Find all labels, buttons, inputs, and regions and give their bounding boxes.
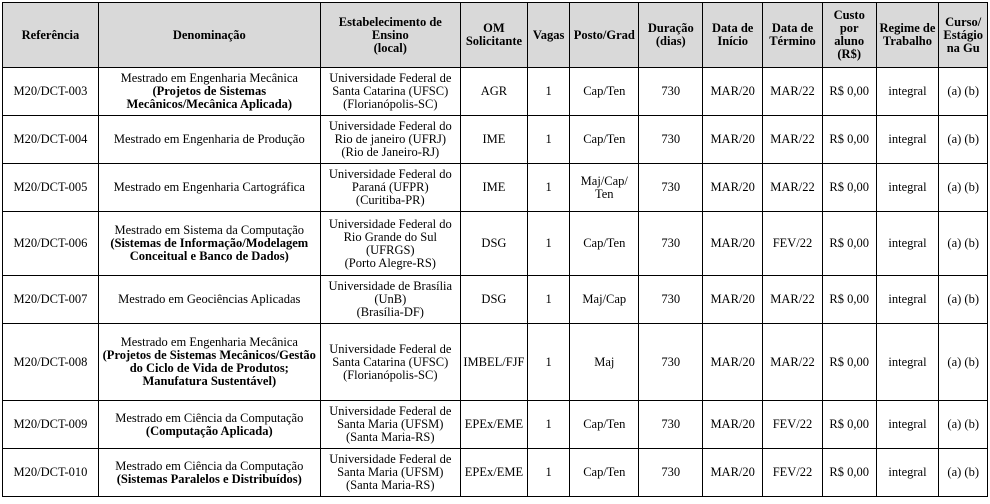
table-row bbox=[3, 68, 988, 116]
denominacao-text: Mestrado em Sistema da Computação bbox=[114, 223, 305, 237]
cell-regime: integral bbox=[876, 164, 939, 212]
table-row bbox=[3, 164, 988, 212]
cell-custo: R$ 0,00 bbox=[822, 116, 876, 164]
cell-inicio: MAR/20 bbox=[703, 324, 763, 401]
denominacao-text: Mestrado em Ciência da Computação bbox=[115, 410, 304, 425]
cell-estabelecimento bbox=[320, 164, 460, 212]
table-row bbox=[3, 324, 988, 401]
cell-inicio: MAR/20 bbox=[703, 401, 763, 449]
cell-om: DSG bbox=[460, 276, 527, 324]
cell-estabelecimento bbox=[320, 401, 460, 449]
cell-om: IME bbox=[460, 164, 527, 212]
cell-referencia: M20/DCT-006 bbox=[3, 212, 99, 276]
cell-om: EPEx/EME bbox=[460, 449, 527, 497]
cell-curso: (a) (b) bbox=[939, 276, 988, 324]
table-row bbox=[3, 212, 988, 276]
cell-estabelecimento bbox=[320, 212, 460, 276]
denominacao-area: (Projetos de Sistemas Mecânicos/Mecânica Aplicada) bbox=[126, 84, 293, 111]
cell-curso: (a) (b) bbox=[939, 68, 988, 116]
denominacao-text: Mestrado em Engenharia Mecânica bbox=[120, 335, 298, 349]
cell-vagas: 1 bbox=[527, 68, 569, 116]
denominacao-area: (Sistemas Paralelos e Distribuídos) bbox=[116, 471, 302, 486]
table-row bbox=[3, 116, 988, 164]
cell-custo: R$ 0,00 bbox=[822, 164, 876, 212]
estabelecimento-local: (Florianópolis-SC) bbox=[343, 97, 438, 111]
cell-duracao: 730 bbox=[639, 276, 703, 324]
cell-referencia: M20/DCT-007 bbox=[3, 276, 99, 324]
cell-regime: integral bbox=[876, 212, 939, 276]
estabelecimento-name: Universidade Federal de Santa Catarina (UFSC) bbox=[329, 341, 452, 369]
cell-vagas: 1 bbox=[527, 276, 569, 324]
cell-estabelecimento bbox=[320, 68, 460, 116]
cell-posto: Maj/Cap bbox=[570, 276, 639, 324]
cell-vagas: 1 bbox=[527, 212, 569, 276]
cell-termino: MAR/22 bbox=[763, 276, 823, 324]
cell-regime: integral bbox=[876, 68, 939, 116]
cell-curso: (a) (b) bbox=[939, 401, 988, 449]
cell-regime: integral bbox=[876, 324, 939, 401]
table-row bbox=[3, 449, 988, 497]
cell-denominacao bbox=[98, 116, 320, 164]
cell-denominacao bbox=[98, 276, 320, 324]
cell-curso: (a) (b) bbox=[939, 116, 988, 164]
header-estabelecimento bbox=[320, 3, 460, 68]
cell-custo: R$ 0,00 bbox=[822, 324, 876, 401]
header-termino: Data de Término bbox=[763, 3, 823, 68]
header-custo bbox=[822, 3, 876, 68]
estabelecimento-local: (Rio de Janeiro-RJ) bbox=[341, 145, 440, 159]
cell-regime: integral bbox=[876, 276, 939, 324]
cell-estabelecimento bbox=[320, 449, 460, 497]
cell-custo: R$ 0,00 bbox=[822, 212, 876, 276]
header-custo-label: Custo por aluno bbox=[833, 8, 865, 48]
table-row bbox=[3, 276, 988, 324]
cell-denominacao bbox=[98, 449, 320, 497]
estabelecimento-local: (Santa Maria-RS) bbox=[346, 430, 435, 444]
cell-om: IMBEL/FJF bbox=[460, 324, 527, 401]
header-estabelecimento-label: Estabelecimento de Ensino bbox=[338, 14, 442, 42]
header-duracao bbox=[639, 3, 703, 68]
cell-denominacao bbox=[98, 401, 320, 449]
cell-vagas: 1 bbox=[527, 449, 569, 497]
header-curso: Curso/ Estágio na Gu bbox=[939, 3, 988, 68]
cell-termino: FEV/22 bbox=[763, 401, 823, 449]
cell-duracao: 730 bbox=[639, 401, 703, 449]
cell-referencia: M20/DCT-004 bbox=[3, 116, 99, 164]
cell-termino: MAR/22 bbox=[763, 68, 823, 116]
cell-denominacao bbox=[98, 164, 320, 212]
estabelecimento-local: (Florianópolis-SC) bbox=[343, 367, 438, 382]
cell-posto: Cap/Ten bbox=[570, 449, 639, 497]
cell-posto: Cap/Ten bbox=[570, 116, 639, 164]
header-om: OM Solicitante bbox=[460, 3, 527, 68]
cell-vagas: 1 bbox=[527, 116, 569, 164]
cell-duracao: 730 bbox=[639, 164, 703, 212]
cell-estabelecimento bbox=[320, 276, 460, 324]
cell-om: IME bbox=[460, 116, 527, 164]
cell-custo: R$ 0,00 bbox=[822, 68, 876, 116]
cell-om: EPEx/EME bbox=[460, 401, 527, 449]
cell-vagas: 1 bbox=[527, 401, 569, 449]
cell-referencia: M20/DCT-005 bbox=[3, 164, 99, 212]
cell-om: DSG bbox=[460, 212, 527, 276]
cell-posto: Cap/Ten bbox=[570, 68, 639, 116]
cell-referencia: M20/DCT-009 bbox=[3, 401, 99, 449]
cell-inicio: MAR/20 bbox=[703, 212, 763, 276]
denominacao-text: Mestrado em Engenharia de Produção bbox=[113, 132, 305, 146]
header-duracao-label: Duração bbox=[647, 21, 694, 35]
estabelecimento-local: (Brasília-DF) bbox=[356, 305, 424, 319]
header-duracao-sub: (dias) bbox=[655, 34, 686, 48]
cell-posto: Cap/Ten bbox=[570, 401, 639, 449]
denominacao-text: Mestrado em Engenharia Mecânica bbox=[120, 71, 298, 85]
cell-posto: Cap/Ten bbox=[570, 212, 639, 276]
estabelecimento-name: Universidade Federal do Rio Grande do Sul (UFRGS) bbox=[328, 216, 452, 257]
cell-om: AGR bbox=[460, 68, 527, 116]
cell-inicio: MAR/20 bbox=[703, 449, 763, 497]
header-referencia: Referência bbox=[3, 3, 99, 68]
courses-table bbox=[2, 2, 988, 497]
cell-termino: MAR/22 bbox=[763, 164, 823, 212]
cell-custo: R$ 0,00 bbox=[822, 401, 876, 449]
cell-termino: MAR/22 bbox=[763, 116, 823, 164]
estabelecimento-name: Universidade Federal do Paraná (UFPR) bbox=[328, 167, 452, 194]
cell-curso: (a) (b) bbox=[939, 212, 988, 276]
header-vagas: Vagas bbox=[527, 3, 569, 68]
cell-estabelecimento bbox=[320, 324, 460, 401]
denominacao-area: (Computação Aplicada) bbox=[145, 423, 273, 438]
cell-termino: MAR/22 bbox=[763, 324, 823, 401]
cell-estabelecimento bbox=[320, 116, 460, 164]
denominacao-text: Mestrado em Geociências Aplicadas bbox=[118, 292, 301, 306]
estabelecimento-name: Universidade Federal de Santa Maria (UFSM) bbox=[329, 404, 452, 431]
cell-curso: (a) (b) bbox=[939, 324, 988, 401]
denominacao-text: Mestrado em Ciência da Computação bbox=[115, 458, 304, 473]
cell-denominacao bbox=[98, 212, 320, 276]
estabelecimento-local: (Santa Maria-RS) bbox=[346, 478, 435, 492]
estabelecimento-local: (Porto Alegre-RS) bbox=[344, 255, 436, 270]
denominacao-area: (Sistemas de Informação/Modelagem Conceitual e Banco de Dados) bbox=[110, 236, 309, 263]
estabelecimento-name: Universidade de Brasília (UnB) bbox=[328, 279, 453, 306]
cell-inicio: MAR/20 bbox=[703, 68, 763, 116]
header-posto: Posto/Grad bbox=[570, 3, 639, 68]
cell-custo: R$ 0,00 bbox=[822, 449, 876, 497]
estabelecimento-name: Universidade Federal de Santa Catarina (UFSC) bbox=[329, 71, 452, 98]
cell-inicio: MAR/20 bbox=[703, 276, 763, 324]
header-inicio: Data de Início bbox=[703, 3, 763, 68]
cell-duracao: 730 bbox=[639, 68, 703, 116]
cell-referencia: M20/DCT-008 bbox=[3, 324, 99, 401]
cell-denominacao bbox=[98, 324, 320, 401]
cell-curso: (a) (b) bbox=[939, 449, 988, 497]
cell-regime: integral bbox=[876, 401, 939, 449]
cell-vagas: 1 bbox=[527, 324, 569, 401]
cell-vagas: 1 bbox=[527, 164, 569, 212]
denominacao-text: Mestrado em Engenharia Cartográfica bbox=[113, 180, 305, 194]
cell-curso: (a) (b) bbox=[939, 164, 988, 212]
cell-duracao: 730 bbox=[639, 116, 703, 164]
cell-custo: R$ 0,00 bbox=[822, 276, 876, 324]
cell-inicio: MAR/20 bbox=[703, 164, 763, 212]
cell-posto: Maj bbox=[570, 324, 639, 401]
header-custo-sub: (R$) bbox=[837, 47, 861, 61]
cell-regime: integral bbox=[876, 116, 939, 164]
cell-referencia: M20/DCT-003 bbox=[3, 68, 99, 116]
cell-posto: Maj/Cap/ Ten bbox=[570, 164, 639, 212]
header-row bbox=[3, 3, 988, 68]
cell-duracao: 730 bbox=[639, 324, 703, 401]
cell-inicio: MAR/20 bbox=[703, 116, 763, 164]
cell-regime: integral bbox=[876, 449, 939, 497]
estabelecimento-local: (Curitiba-PR) bbox=[355, 193, 425, 207]
estabelecimento-name: Universidade Federal do Rio de janeiro (UFRJ) bbox=[328, 119, 452, 146]
header-regime: Regime de Trabalho bbox=[876, 3, 939, 68]
table-row bbox=[3, 401, 988, 449]
denominacao-area: (Projetos de Sistemas Mecânicos/Gestão do Ciclo de Vida de Produtos; Manufatura Sustentável) bbox=[102, 348, 316, 388]
cell-duracao: 730 bbox=[639, 212, 703, 276]
header-denominacao: Denominação bbox=[98, 3, 320, 68]
header-estabelecimento-sub: (local) bbox=[373, 40, 407, 55]
cell-termino: FEV/22 bbox=[763, 212, 823, 276]
cell-duracao: 730 bbox=[639, 449, 703, 497]
cell-termino: FEV/22 bbox=[763, 449, 823, 497]
cell-referencia: M20/DCT-010 bbox=[3, 449, 99, 497]
estabelecimento-name: Universidade Federal de Santa Maria (UFSM) bbox=[329, 452, 452, 479]
cell-denominacao bbox=[98, 68, 320, 116]
